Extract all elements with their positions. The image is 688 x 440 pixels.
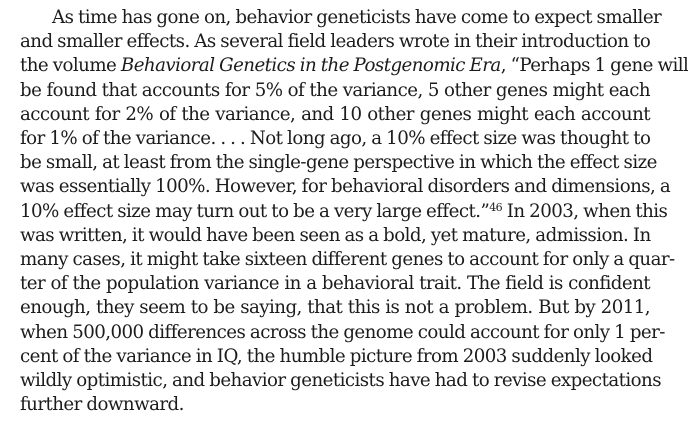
text-line: further downward.	[20, 394, 184, 416]
text-line: enough, they seem to be saying, that this is not a problem. But by 2011,	[20, 297, 650, 319]
text-line: was essentially 100%. However, for behavioral disorders and dimensions, a	[20, 176, 671, 198]
text-segment: In 2003, when this	[502, 200, 668, 222]
text-line	[20, 54, 688, 78]
book-title: Behavioral Genetics in the Postgenomic Era	[120, 55, 501, 77]
text-segment: the volume	[20, 55, 121, 77]
text-line: account for 2% of the variance, and 10 other genes might each account	[20, 103, 650, 125]
text-line: when 500,000 differences across the genome could account for only 1 per-	[20, 321, 665, 343]
text-line: for 1% of the variance. . . . Not long ago, a 10% effect size was thought to	[20, 128, 651, 150]
text-line: wildly optimistic, and behavior geneticists have had to revise expectations	[20, 370, 661, 392]
text-line: cent of the variance in IQ, the humble picture from 2003 suddenly looked	[20, 345, 653, 367]
text-line: be small, at least from the single-gene perspective in which the effect size	[20, 152, 657, 174]
text-line: and smaller effects. As several field leaders wrote in their introduction to	[20, 31, 651, 53]
text-line: ter of the population variance in a behavioral trait. The field is confident	[20, 273, 650, 295]
text-line: was written, it would have been seen as a bold, yet mature, admission. In	[20, 224, 651, 246]
text-line: As time has gone on, behavior geneticists have come to expect smaller	[52, 7, 662, 28]
text-line: many cases, it might take sixteen different genes to account for only a quar-	[20, 249, 675, 271]
text-line: be found that accounts for 5% of the variance, 5 other genes might each	[20, 79, 650, 101]
text-segment: , “Perhaps 1 gene will	[500, 55, 688, 77]
footnote-marker: 46	[489, 200, 503, 214]
text-line	[20, 200, 668, 224]
body-paragraph	[20, 6, 688, 417]
text-segment: 10% effect size may turn out to be a very large effect.”	[20, 200, 490, 222]
